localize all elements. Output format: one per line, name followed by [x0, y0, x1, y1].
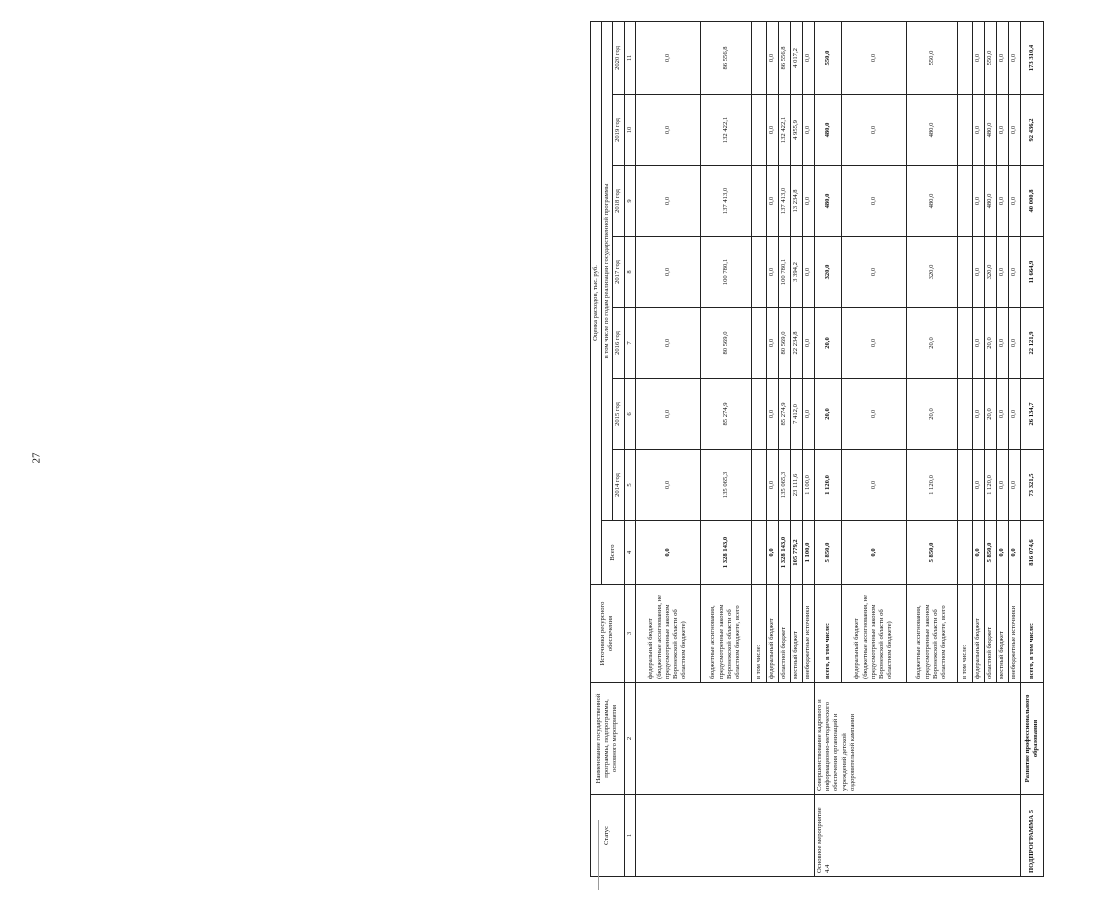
year-value-cell: 0,0: [841, 166, 906, 237]
source-cell: в том числе:: [751, 585, 766, 683]
year-value-cell: 480,0: [814, 95, 841, 166]
year-value-cell: [751, 308, 766, 379]
year-value-cell: 3 394,2: [790, 237, 802, 308]
year-value-cell: 137 413,0: [700, 166, 751, 237]
year-value-cell: 0,0: [1008, 308, 1020, 379]
year-value-cell: 0,0: [766, 237, 778, 308]
header-status: Статус: [591, 795, 625, 877]
row-name: Совершенствование кадрового и информационно-методического обеспечения организаций и учреждений детской оздоровительной кампании: [814, 683, 1020, 795]
col-num: 2: [624, 683, 635, 795]
year-value-cell: 0,0: [1008, 237, 1020, 308]
year-value-cell: 20,0: [984, 308, 996, 379]
subprogram-year-cell: 26 134,7: [1020, 379, 1043, 450]
year-2015: 2015 год: [613, 379, 624, 450]
col-num: 10: [624, 95, 635, 166]
total-cell: 0,0: [972, 521, 984, 585]
total-cell: 5 850,0: [906, 521, 957, 585]
year-value-cell: [957, 21, 972, 94]
year-value-cell: 1 120,0: [814, 450, 841, 521]
year-value-cell: 550,0: [906, 21, 957, 94]
year-value-cell: 137 413,0: [778, 166, 790, 237]
header-total: Всего: [602, 521, 624, 585]
year-value-cell: 0,0: [635, 379, 700, 450]
subprogram-year-cell: 73 321,5: [1020, 450, 1043, 521]
year-value-cell: [957, 166, 972, 237]
source-cell: в том числе:: [957, 585, 972, 683]
source-cell: бюджетные ассигнования, предусмотренные законом Воронежской области об областном бюджете, всего: [700, 585, 751, 683]
col-num: 7: [624, 308, 635, 379]
source-cell: федеральный бюджет: [766, 585, 778, 683]
year-value-cell: 20,0: [814, 308, 841, 379]
year-value-cell: 80 569,0: [778, 308, 790, 379]
year-value-cell: 0,0: [1008, 379, 1020, 450]
year-value-cell: 480,0: [984, 166, 996, 237]
year-value-cell: 23 111,6: [790, 450, 802, 521]
table-row: [814, 21, 841, 876]
year-value-cell: 100 780,1: [700, 237, 751, 308]
year-value-cell: 1 120,0: [984, 450, 996, 521]
source-cell: внебюджетные источники: [802, 585, 814, 683]
year-value-cell: 0,0: [766, 308, 778, 379]
year-value-cell: 0,0: [1008, 450, 1020, 521]
header-estimate: Оценка расходов, тыс. руб.: [591, 21, 602, 584]
year-value-cell: 7 412,0: [790, 379, 802, 450]
col-num: 9: [624, 166, 635, 237]
year-value-cell: 480,0: [906, 166, 957, 237]
source-cell: внебюджетные источники: [1008, 585, 1020, 683]
col-num: 1: [624, 795, 635, 877]
year-value-cell: 0,0: [996, 237, 1008, 308]
total-cell: 0,0: [1008, 521, 1020, 585]
page-edge-line: [598, 820, 601, 890]
year-value-cell: [751, 166, 766, 237]
year-value-cell: 20,0: [906, 308, 957, 379]
year-value-cell: 550,0: [984, 21, 996, 94]
year-value-cell: 480,0: [984, 95, 996, 166]
year-value-cell: 0,0: [996, 21, 1008, 94]
year-value-cell: 480,0: [906, 95, 957, 166]
year-value-cell: 4 017,2: [790, 21, 802, 94]
header-breakdown: в том числе по годам реализации государственной программы: [602, 21, 613, 520]
header-source: Источники ресурсного обеспечения: [591, 585, 625, 683]
subprogram-status: ПОДПРОГРАММА 5: [1020, 795, 1043, 877]
year-2020: 2020 год: [613, 21, 624, 94]
year-value-cell: 13 234,8: [790, 166, 802, 237]
total-cell: 1 328 143,0: [700, 521, 751, 585]
year-value-cell: 86 556,8: [778, 21, 790, 94]
year-value-cell: 22 234,8: [790, 308, 802, 379]
year-value-cell: 0,0: [766, 95, 778, 166]
total-cell: 0,0: [996, 521, 1008, 585]
rotated-page: [590, 22, 1095, 877]
total-cell: 5 850,0: [814, 521, 841, 585]
year-value-cell: 0,0: [841, 450, 906, 521]
year-value-cell: [751, 450, 766, 521]
source-cell: федеральный бюджет: [972, 585, 984, 683]
year-value-cell: 320,0: [984, 237, 996, 308]
year-value-cell: 0,0: [972, 308, 984, 379]
subprogram-year-cell: 92 436,2: [1020, 95, 1043, 166]
year-value-cell: 0,0: [766, 379, 778, 450]
header-row-1: [591, 21, 602, 876]
year-value-cell: 0,0: [996, 166, 1008, 237]
subprogram-year-cell: 11 664,9: [1020, 237, 1043, 308]
col-num: 11: [624, 21, 635, 94]
year-value-cell: 20,0: [814, 379, 841, 450]
year-value-cell: 132 422,1: [700, 95, 751, 166]
row-status: Основное мероприятие 4.4: [814, 795, 1020, 877]
year-value-cell: 0,0: [841, 379, 906, 450]
year-value-cell: 0,0: [996, 308, 1008, 379]
year-value-cell: 0,0: [802, 308, 814, 379]
subprogram-year-cell: 40 000,8: [1020, 166, 1043, 237]
year-value-cell: 135 065,3: [700, 450, 751, 521]
subprogram-name: Развитие профессионального образования: [1020, 683, 1043, 795]
year-value-cell: 0,0: [841, 308, 906, 379]
year-value-cell: 100 780,1: [778, 237, 790, 308]
year-value-cell: 0,0: [802, 166, 814, 237]
year-value-cell: 0,0: [802, 95, 814, 166]
total-cell: 0,0: [841, 521, 906, 585]
year-value-cell: 0,0: [802, 379, 814, 450]
year-value-cell: 80 569,0: [700, 308, 751, 379]
year-value-cell: [957, 379, 972, 450]
year-2018: 2018 год: [613, 166, 624, 237]
year-value-cell: 0,0: [802, 21, 814, 94]
col-num: 3: [624, 585, 635, 683]
year-value-cell: 1 100,0: [802, 450, 814, 521]
year-value-cell: 0,0: [972, 166, 984, 237]
budget-table: [590, 21, 1044, 877]
year-value-cell: [957, 450, 972, 521]
total-cell: 1 100,0: [802, 521, 814, 585]
source-cell: местный бюджет: [996, 585, 1008, 683]
year-value-cell: 0,0: [1008, 166, 1020, 237]
column-number-row: [624, 21, 635, 876]
subprogram-year-cell: 173 310,4: [1020, 21, 1043, 94]
year-value-cell: 320,0: [906, 237, 957, 308]
year-value-cell: 0,0: [972, 450, 984, 521]
year-value-cell: 0,0: [996, 379, 1008, 450]
subprogram-year-cell: 22 121,9: [1020, 308, 1043, 379]
year-2019: 2019 год: [613, 95, 624, 166]
year-value-cell: 0,0: [766, 450, 778, 521]
year-value-cell: [751, 237, 766, 308]
year-value-cell: 0,0: [766, 166, 778, 237]
year-value-cell: 86 556,8: [700, 21, 751, 94]
year-2017: 2017 год: [613, 237, 624, 308]
year-value-cell: 0,0: [841, 237, 906, 308]
year-value-cell: 85 274,9: [700, 379, 751, 450]
col-num: 5: [624, 450, 635, 521]
year-value-cell: 0,0: [972, 237, 984, 308]
row-status: [635, 795, 814, 877]
year-value-cell: 0,0: [802, 237, 814, 308]
year-value-cell: 0,0: [766, 21, 778, 94]
total-cell: [751, 521, 766, 585]
year-value-cell: 4 955,9: [790, 95, 802, 166]
table-row: [635, 21, 700, 876]
total-cell: 105 779,2: [790, 521, 802, 585]
year-value-cell: 0,0: [972, 21, 984, 94]
year-value-cell: 0,0: [996, 95, 1008, 166]
year-value-cell: [751, 95, 766, 166]
year-value-cell: 0,0: [1008, 95, 1020, 166]
page-number: 27: [30, 452, 43, 464]
source-cell: местный бюджет: [790, 585, 802, 683]
year-value-cell: 0,0: [841, 21, 906, 94]
subprogram-row: [1020, 21, 1043, 876]
year-value-cell: 135 065,3: [778, 450, 790, 521]
year-value-cell: [751, 379, 766, 450]
year-value-cell: [751, 21, 766, 94]
year-value-cell: 0,0: [841, 95, 906, 166]
header-name: Наименование государственной программы, подпрограммы, основного мероприятия: [591, 683, 625, 795]
year-value-cell: 0,0: [635, 237, 700, 308]
year-value-cell: 320,0: [814, 237, 841, 308]
subprogram-total: 816 074,6: [1020, 521, 1043, 585]
source-cell: областной бюджет: [984, 585, 996, 683]
year-value-cell: [957, 308, 972, 379]
col-num: 6: [624, 379, 635, 450]
source-cell: областной бюджет: [778, 585, 790, 683]
total-cell: 5 850,0: [984, 521, 996, 585]
year-value-cell: 1 120,0: [906, 450, 957, 521]
year-value-cell: 0,0: [635, 450, 700, 521]
year-value-cell: 480,0: [814, 166, 841, 237]
year-value-cell: 0,0: [635, 95, 700, 166]
year-2014: 2014 год: [613, 450, 624, 521]
source-cell: бюджетные ассигнования, предусмотренные законом Воронежской области об областном бюджете, всего: [906, 585, 957, 683]
year-value-cell: 0,0: [635, 308, 700, 379]
year-value-cell: 85 274,9: [778, 379, 790, 450]
year-value-cell: 0,0: [996, 450, 1008, 521]
total-cell: 0,0: [766, 521, 778, 585]
year-value-cell: 0,0: [972, 379, 984, 450]
source-cell: федеральный бюджет (бюджетные ассигнования, не предусмотренные законом Воронежской области об областном бюджете): [635, 585, 700, 683]
total-cell: [957, 521, 972, 585]
col-num: 4: [624, 521, 635, 585]
year-value-cell: 0,0: [635, 21, 700, 94]
year-value-cell: [957, 95, 972, 166]
year-value-cell: 0,0: [1008, 21, 1020, 94]
col-num: 8: [624, 237, 635, 308]
year-value-cell: 20,0: [984, 379, 996, 450]
row-name: [635, 683, 814, 795]
total-cell: 0,0: [635, 521, 700, 585]
year-value-cell: 550,0: [814, 21, 841, 94]
source-cell: федеральный бюджет (бюджетные ассигнования, не предусмотренные законом Воронежской области об областном бюджете): [841, 585, 906, 683]
total-cell: 1 328 143,0: [778, 521, 790, 585]
year-2016: 2016 год: [613, 308, 624, 379]
subprogram-source: всего, в том числе:: [1020, 585, 1043, 683]
year-value-cell: 0,0: [635, 166, 700, 237]
year-value-cell: 132 422,1: [778, 95, 790, 166]
source-cell: всего, в том числе:: [814, 585, 841, 683]
year-value-cell: [957, 237, 972, 308]
year-value-cell: 0,0: [972, 95, 984, 166]
year-value-cell: 20,0: [906, 379, 957, 450]
